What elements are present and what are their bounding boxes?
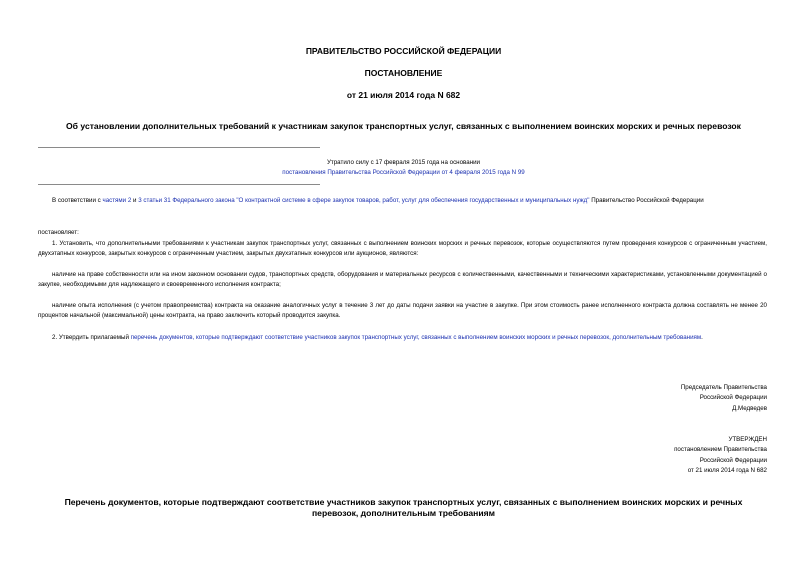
clause-2-text: 2. Утвердить прилагаемый — [52, 334, 131, 341]
divider-bottom — [38, 184, 320, 185]
intro-text: В соответствии с — [52, 197, 103, 204]
document-type: ПОСТАНОВЛЕНИЕ — [364, 68, 443, 78]
approved-label: УТВЕРЖДЕН — [728, 436, 767, 443]
annex-title — [0, 497, 807, 519]
resolves-paragraph: постановляет: — [38, 229, 79, 236]
signature-country: Российской Федерации — [699, 394, 767, 402]
approved-by: постановлением Правительства — [674, 446, 767, 454]
clause-2-end: . — [701, 334, 703, 341]
document-date-number: от 21 июля 2014 года N 682 — [346, 90, 461, 100]
approval-block — [674, 435, 767, 477]
status-note: Утратило силу с 17 февраля 2015 года на основании — [326, 159, 481, 166]
divider-top — [38, 147, 320, 148]
annex-title-line2: перевозок, дополнительным требованиям — [311, 508, 496, 518]
repeal-decree-link[interactable]: постановления Правительства Российской Федерации от 4 февраля 2015 года N 99 — [282, 169, 525, 176]
documents-list-link[interactable]: перечень документов, которые подтверждают соответствие участников закупок транспортных услуг, связанных с выполнением воинских морских и речных перевозок, дополнительным требованиям — [130, 334, 702, 341]
intro-conj: и — [131, 197, 139, 204]
federal-law-link[interactable]: 3 статьи 31 Федерального закона "О контрактной системе в сфере закупок товаров, работ, услуг для обеспечения государственных и муниципальных нужд" — [138, 197, 590, 204]
document-title: Об установлении дополнительных требований к участникам закупок транспортных услуг, связанных с выполнением воинских морских и речных перевозок — [66, 121, 741, 131]
approved-country: Российской Федерации — [699, 456, 767, 464]
government-heading: ПРАВИТЕЛЬСТВО РОССИЙСКОЙ ФЕДЕРАЦИИ — [305, 46, 502, 56]
intro-paragraph — [38, 196, 767, 206]
signature-position: Председатель Правительства — [680, 384, 767, 391]
annex-title-line1: Перечень документов, которые подтверждают соответствие участников закупок транспортных услуг, связанных с выполнением воинских морских и речных — [64, 497, 743, 507]
approved-date: от 21 июля 2014 года N 682 — [687, 467, 767, 475]
signature-name: Д.Медведев — [732, 404, 767, 412]
clause-2-paragraph — [38, 333, 767, 343]
clause-1-paragraph: 1. Установить, что дополнительными требованиями к участникам закупок транспортных услуг, связанных с выполнением воинских морских и речных перевозок, которые осуществляются путем проведения конкурсов с ограниченным участием, двухэтапных конкурсов, закрытых конкурсов с ограниченным участием, закрытых двухэтапных конкурсов или аукционов, являются: — [38, 240, 767, 258]
intro-subject: Правительство Российской Федерации — [589, 197, 704, 204]
requirement-experience-paragraph: наличие опыта исполнения (с учетом правопреемства) контракта на оказание аналогичных услуг в течение 3 лет до даты подачи заявки на участие в закупке. При этом стоимость ранее исполненного контракта должна составлять не менее 20 процентов начальной (максимальной) цены контракта, на право заключить который проводится закупка. — [38, 302, 767, 320]
signature-block — [681, 383, 767, 414]
law-parts-link[interactable]: частями 2 — [102, 197, 132, 204]
requirement-resources-paragraph: наличие на праве собственности или на ином законном основании судов, транспортных средств, оборудования и материальных ресурсов с количественными, качественными и техническими характеристиками, установленными документацией о закупке, необходимыми для надлежащего и своевременного исполнения контракта; — [38, 271, 767, 289]
